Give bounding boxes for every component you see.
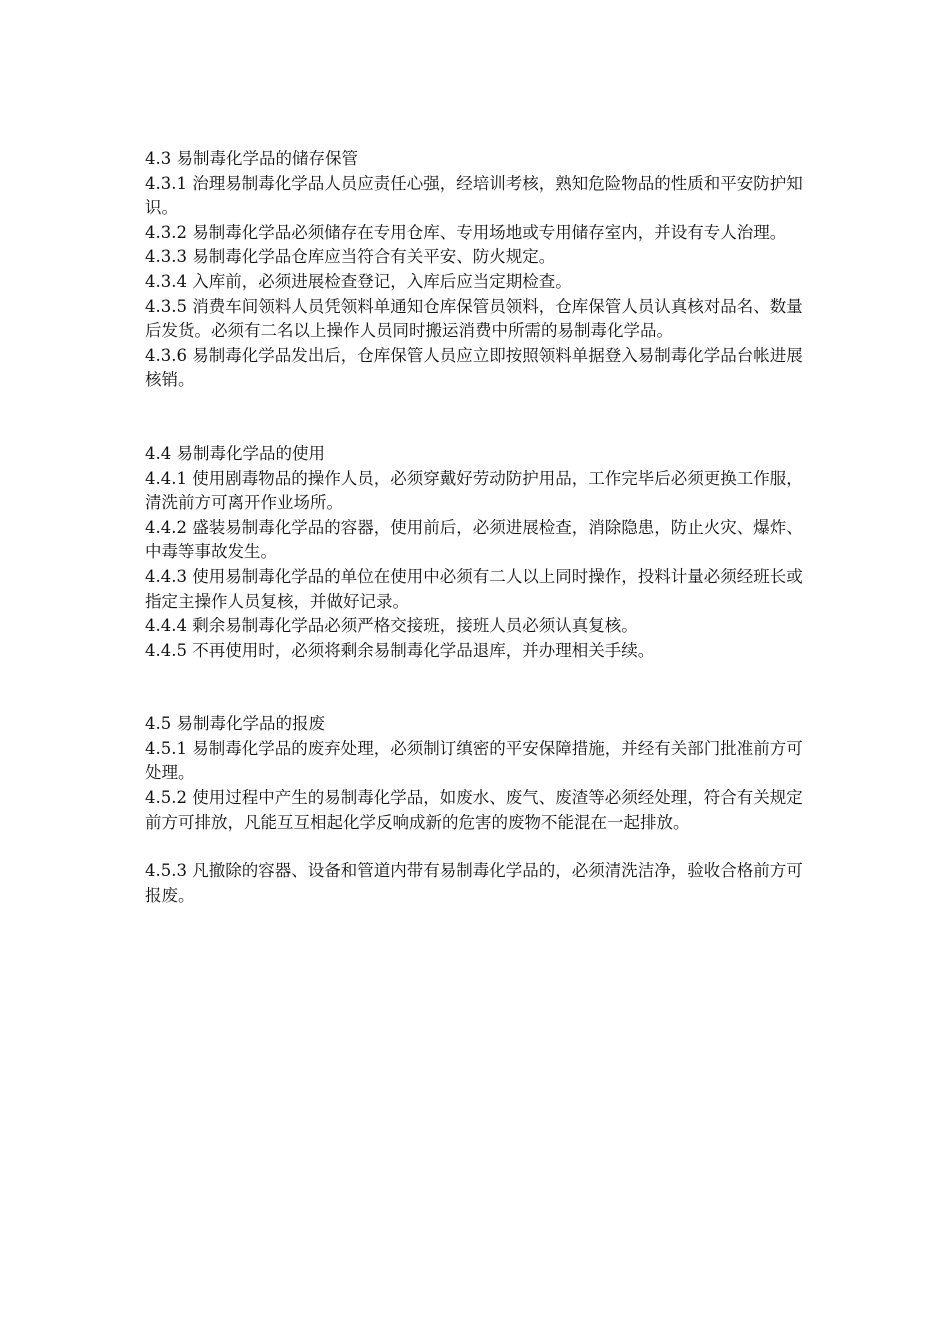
paragraph-spacer: [145, 835, 805, 859]
paragraph-4-5-3: 4.5.3 凡撤除的容器、设备和管道内带有易制毒化学品的，必须清洗洁净，验收合格前方可报废。: [145, 861, 803, 905]
paragraph-4-3-5: 4.3.5 消费车间领料人员凭领料单通知仓库保管员领料，仓库保管人员认真核对品名、数量后发货。必须有二名以上操作人员同时搬运消费中所需的易制毒化学品。: [145, 296, 803, 341]
section-heading-4-3: 4.3 易制毒化学品的储存保管: [145, 149, 358, 168]
paragraph-4-3-6: 4.3.6 易制毒化学品发出后，仓库保管人员应立即按照领料单据登入易制毒化学品台帐进展核销。: [145, 345, 803, 390]
section-heading-4-4: 4.4 易制毒化学品的使用: [145, 443, 325, 463]
paragraph-4-4-5: 4.4.5 不再使用时，必须将剩余易制毒化学品退库，并办理相关手续。: [145, 640, 655, 660]
paragraph-4-4-2: 4.4.2 盛装易制毒化学品的容器，使用前后，必须进展检查，消除隐患，防止火灾、爆炸、中毒等事故发生。: [145, 517, 803, 562]
paragraph-4-4-1: 4.4.1 使用剧毒物品的操作人员，必须穿戴好劳动防护用品，工作完毕后必须更换工作服，清洗前方可离开作业场所。: [145, 468, 803, 513]
paragraph-4-3-2: 4.3.2 易制毒化学品必须储存在专用仓库、专用场地或专用储存室内，并设有专人治理。: [145, 222, 787, 242]
paragraph-4-3-1: 4.3.1 治理易制毒化学品人员应责任心强，经培训考核，熟知危险物品的性质和平安防护知识。: [145, 173, 803, 218]
paragraph-4-4-3: 4.4.3 使用易制毒化学品的单位在使用中必须有二人以上同时操作，投料计量必须经班长或指定主操作人员复核，并做好记录。: [145, 566, 803, 611]
paragraph-4-3-3: 4.3.3 易制毒化学品仓库应当符合有关平安、防火规定。: [145, 247, 556, 267]
paragraph-4-5-1: 4.5.1 易制毒化学品的废弃处理，必须制订缜密的平安保障措施，并经有关部门批准前方可处理。: [145, 738, 803, 783]
paragraph-4-4-4: 4.4.4 剩余易制毒化学品必须严格交接班，接班人员必须认真复核。: [145, 616, 638, 636]
paragraph-4-5-2: 4.5.2 使用过程中产生的易制毒化学品，如废水、废气、废渣等必须经处理，符合有关规定前方可排放，凡能互互相起化学反响成新的危害的废物不能混在一起排放。: [145, 788, 803, 832]
section-spacer: [145, 663, 805, 712]
paragraph-4-3-4: 4.3.4 入库前，必须进展检查登记，入库后应当定期检查。: [145, 271, 572, 291]
section-heading-4-5: 4.5 易制毒化学品的报废: [145, 714, 325, 734]
section-spacer: [145, 393, 805, 442]
document-body: [145, 147, 805, 908]
